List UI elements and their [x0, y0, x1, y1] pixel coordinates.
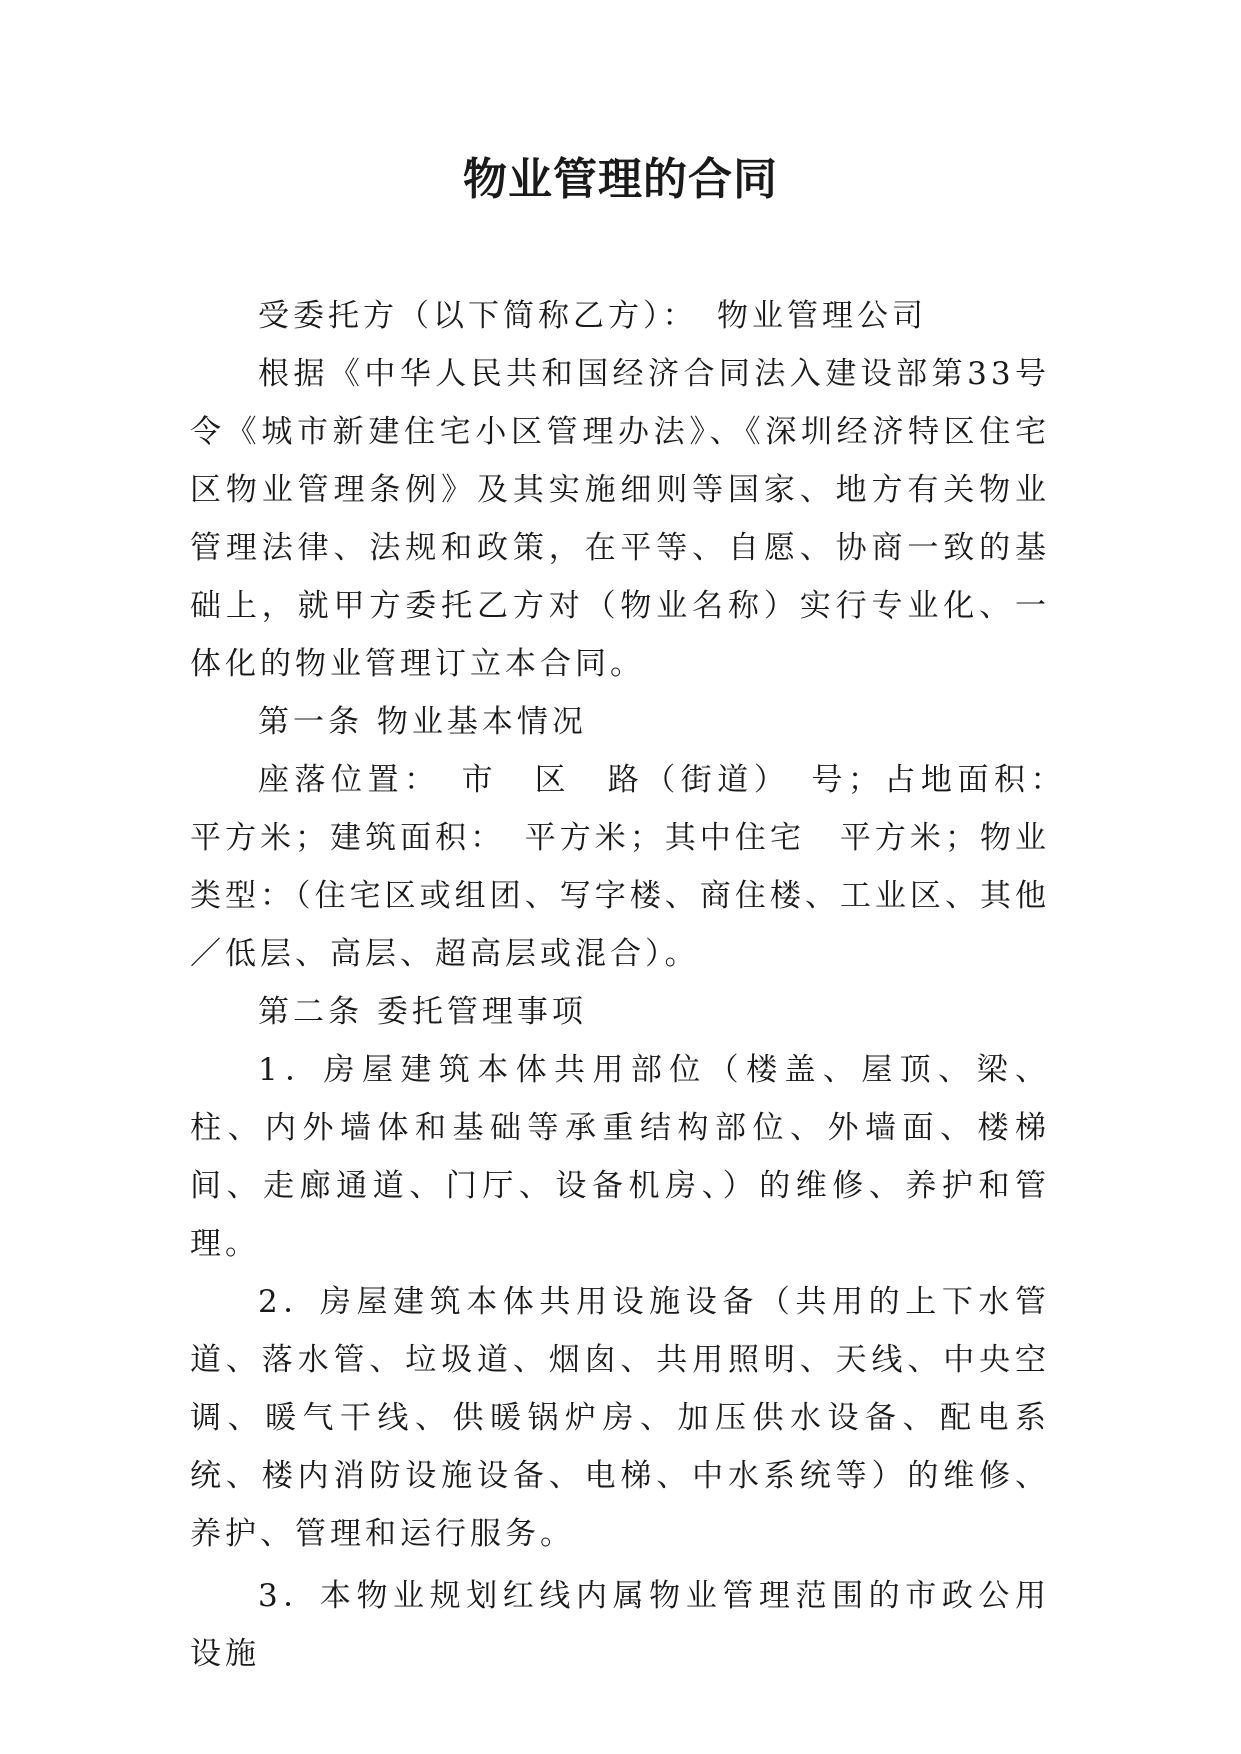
paragraph-entrusted-party: 受委托方（以下简称乙方）： 物业管理公司	[258, 298, 927, 334]
document-title: 物业管理的合同	[463, 154, 778, 205]
paragraph-legal-basis: 根据《中华人民共和国经济合同法入建设部第33号令《城市新建住宅小区管理办法》、《深圳经济特区住宅区物业管理条例》及其实施细则等国家、地方有关物业管理法律、法规和政策，在平等、自愿、协商一致的基础上，就甲方委托乙方对（物业名称）实行专业化、一体化的物业管理订立本合同。	[190, 356, 1050, 682]
document-body	[190, 287, 1085, 1683]
clause-item-1: 1．房屋建筑本体共用部位（楼盖、屋顶、梁、柱、内外墙体和基础等承重结构部位、外墙面、楼梯间、走廊通道、门厅、设备机房、）的维修、养护和管理。	[190, 1052, 1050, 1262]
article-1-heading: 第一条 物业基本情况	[258, 704, 587, 740]
paragraph-property-info: 座落位置： 市 区 路（街道） 号；占地面积： 平方米；建筑面积： 平方米；其中住宅 平方米；物业类型：（住宅区或组团、写字楼、商住楼、工业区、其他／低层、高层、超高层或混合）。	[190, 762, 1085, 972]
clause-item-3: 3．本物业规划红线内属物业管理范围的市政公用设施	[190, 1578, 1050, 1672]
clause-item-2: 2．房屋建筑本体共用设施设备（共用的上下水管道、落水管、垃圾道、烟囱、共用照明、天线、中央空调、暖气干线、供暖锅炉房、加压供水设备、配电系统、楼内消防设施设备、电梯、中水系统等）的维修、养护、管理和运行服务。	[190, 1284, 1050, 1552]
article-2-heading: 第二条 委托管理事项	[258, 994, 587, 1030]
